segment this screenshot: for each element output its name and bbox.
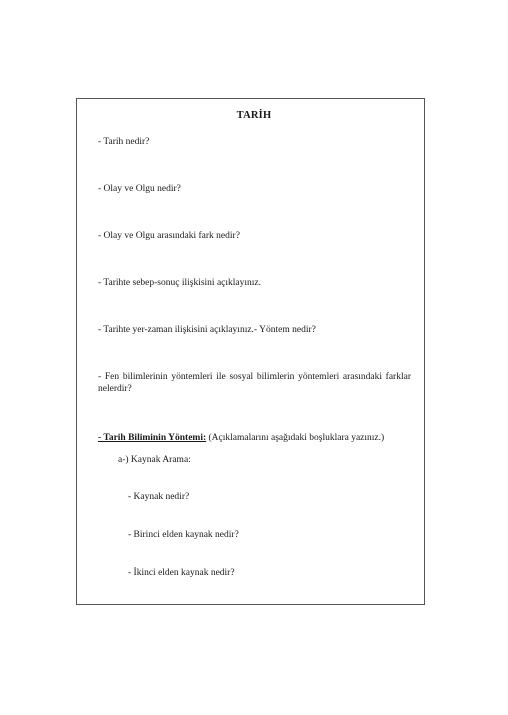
question-event-fact-difference: - Olay ve Olgu arasındaki fark nedir?: [98, 231, 240, 241]
question-what-is-source: - Kaynak nedir?: [128, 492, 190, 502]
question-primary-source: - Birinci elden kaynak nedir?: [128, 530, 239, 540]
question-cause-effect: - Tarihte sebep-sonuç ilişkisini açıklayınız.: [98, 278, 261, 288]
method-section-instruction: (Açıklamalarını aşağıdaki boşluklara yazınız.): [206, 433, 385, 443]
question-place-time: - Tarihte yer-zaman ilişkisini açıklayınız.- Yöntem nedir?: [98, 325, 316, 335]
method-section-heading: - Tarih Biliminin Yöntemi:: [98, 433, 207, 443]
question-event-and-fact: - Olay ve Olgu nedir?: [98, 184, 181, 194]
question-secondary-source: - İkinci elden kaynak nedir?: [128, 568, 235, 578]
method-section-line: [98, 432, 384, 444]
question-science-methods: - Fen bilimlerinin yöntemleri ile sosyal bilimlerin yöntemleri arasındaki farklar nelerdir?: [98, 372, 411, 394]
question-what-is-history: - Tarih nedir?: [98, 137, 150, 147]
source-search-label: a-) Kaynak Arama:: [118, 455, 191, 465]
worksheet-title: TARİH: [236, 110, 272, 121]
